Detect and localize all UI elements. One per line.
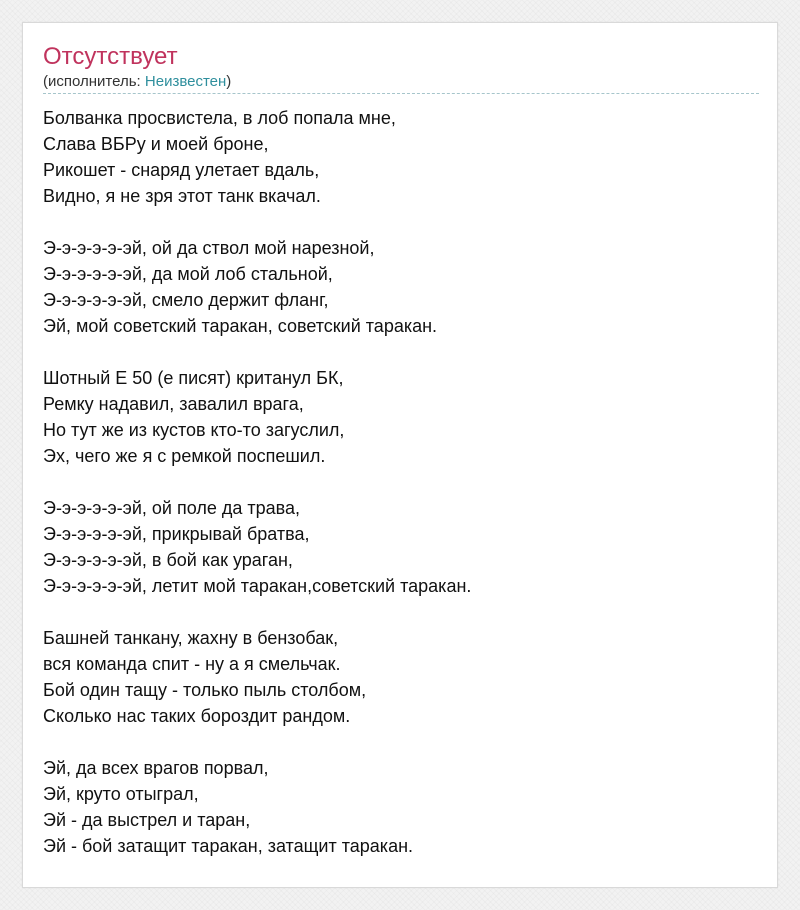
song-title: Отсутствует xyxy=(43,43,178,70)
lyrics-line: Э-э-э-э-э-эй, в бой как ураган, xyxy=(43,550,293,570)
lyrics-body xyxy=(43,105,759,859)
lyrics-stanza xyxy=(43,625,759,729)
lyrics-stanza xyxy=(43,495,759,599)
lyrics-line: Эй - да выстрел и таран, xyxy=(43,810,251,830)
lyrics-card xyxy=(22,22,778,888)
lyrics-line: Эй, да всех врагов порвал, xyxy=(43,758,269,778)
lyrics-line: Эй, мой советский таракан, советский таракан. xyxy=(43,316,438,336)
lyrics-line: вся команда спит - ну а я смельчак. xyxy=(43,654,341,674)
song-meta xyxy=(43,73,231,91)
lyrics-line: Сколько нас таких бороздит рандом. xyxy=(43,706,351,726)
lyrics-line: Рикошет - снаряд улетает вдаль, xyxy=(43,160,320,180)
lyrics-line: Болванка просвистела, в лоб попала мне, xyxy=(43,108,396,128)
lyrics-line: Но тут же из кустов кто-то загуслил, xyxy=(43,420,345,440)
lyrics-stanza xyxy=(43,105,759,209)
lyrics-line: Э-э-э-э-э-эй, ой да ствол мой нарезной, xyxy=(43,238,375,258)
title-divider xyxy=(43,93,759,94)
lyrics-line: Бой один тащу - только пыль столбом, xyxy=(43,680,367,700)
lyrics-line: Ремку надавил, завалил врага, xyxy=(43,394,304,414)
lyrics-stanza xyxy=(43,365,759,469)
lyrics-line: Э-э-э-э-э-эй, смело держит фланг, xyxy=(43,290,329,310)
lyrics-line: Эй, круто отыграл, xyxy=(43,784,199,804)
lyrics-line: Эй - бой затащит таракан, затащит таракан. xyxy=(43,836,414,856)
artist-label: исполнитель: xyxy=(48,73,145,90)
lyrics-line: Слава ВБРу и моей броне, xyxy=(43,134,269,154)
lyrics-line: Э-э-э-э-э-эй, прикрывай братва, xyxy=(43,524,310,544)
lyrics-stanza xyxy=(43,755,759,859)
lyrics-line: Э-э-э-э-э-эй, да мой лоб стальной, xyxy=(43,264,333,284)
meta-close-paren: ) xyxy=(226,73,232,90)
lyrics-line: Э-э-э-э-э-эй, летит мой таракан,советский таракан. xyxy=(43,576,472,596)
lyrics-stanza xyxy=(43,235,759,339)
lyrics-line: Башней танкану, жахну в бензобак, xyxy=(43,628,339,648)
lyrics-line: Эх, чего же я с ремкой поспешил. xyxy=(43,446,326,466)
lyrics-line: Видно, я не зря этот танк вкачал. xyxy=(43,186,321,206)
lyrics-line: Шотный Е 50 (е писят) кританул БК, xyxy=(43,368,344,388)
meta-open-paren: ( xyxy=(43,73,48,90)
lyrics-line: Э-э-э-э-э-эй, ой поле да трава, xyxy=(43,498,300,518)
artist-link[interactable]: Неизвестен xyxy=(144,73,227,90)
